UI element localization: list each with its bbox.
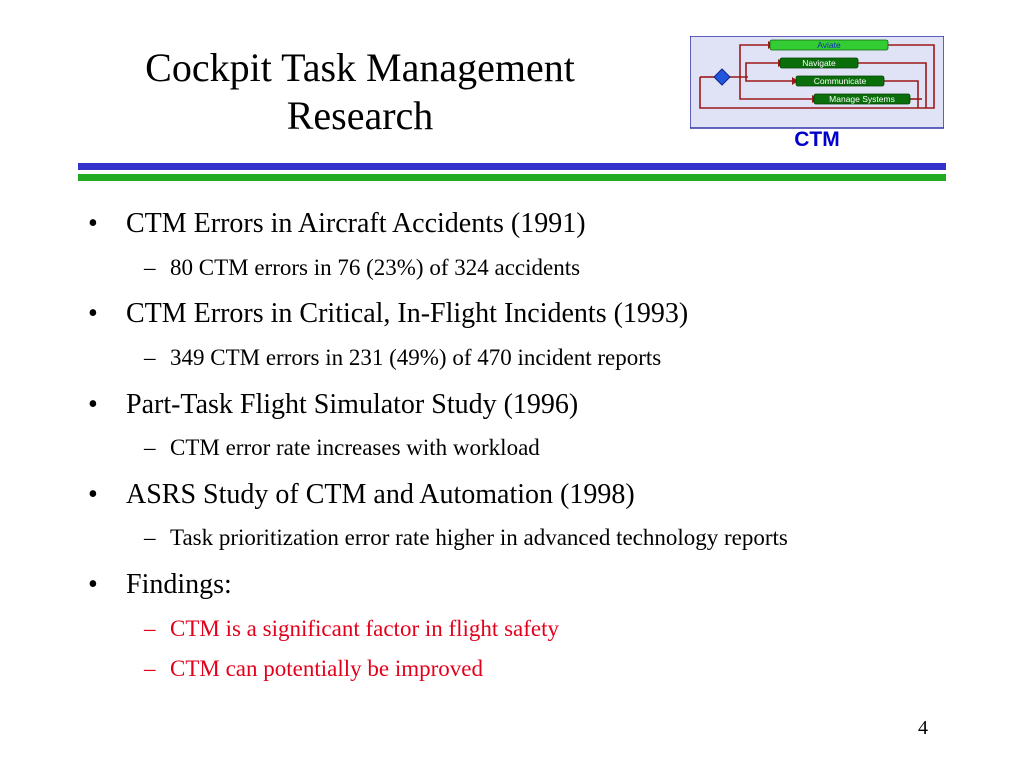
bullet-mark: •: [88, 479, 98, 510]
bullet-item: [88, 479, 635, 511]
sub-bullet-text: Task prioritization error rate higher in advanced technology reports: [170, 525, 788, 550]
slide-title-line-1: Cockpit Task Management: [145, 45, 575, 90]
logo-task-aviate: Aviate: [817, 40, 841, 50]
sub-bullet-item: [144, 434, 540, 462]
logo-task-manage-systems: Manage Systems: [829, 94, 895, 104]
title-divider-blue: [78, 163, 946, 170]
sub-bullet-text: 80 CTM errors in 76 (23%) of 324 accidents: [170, 255, 581, 280]
logo-task-navigate: Navigate: [802, 58, 836, 68]
sub-bullet-text: CTM error rate increases with workload: [170, 435, 540, 460]
bullet-mark: •: [88, 569, 98, 600]
bullet-mark: •: [88, 208, 98, 239]
sub-bullet-mark: –: [144, 255, 156, 280]
sub-bullet-mark: –: [144, 525, 156, 550]
bullet-text: ASRS Study of CTM and Automation (1998): [126, 479, 635, 510]
sub-bullet-item: [144, 254, 580, 282]
bullet-item: [88, 208, 586, 240]
sub-bullet-mark: –: [144, 345, 156, 370]
sub-bullet-text: 349 CTM errors in 231 (49%) of 470 incident reports: [170, 345, 662, 370]
sub-bullet-item: [144, 524, 788, 552]
sub-bullet-mark: –: [144, 616, 156, 641]
bullet-mark: •: [88, 298, 98, 329]
bullet-text: CTM Errors in Aircraft Accidents (1991): [126, 208, 586, 239]
sub-bullet-text: CTM is a significant factor in flight safety: [170, 616, 559, 641]
sub-bullet-text: CTM can potentially be improved: [170, 656, 483, 681]
bullet-text: Part-Task Flight Simulator Study (1996): [126, 389, 579, 420]
ctm-logo-label: CTM: [794, 128, 840, 151]
sub-bullet-item-finding: [144, 655, 483, 683]
sub-bullet-item: [144, 344, 661, 372]
bullet-mark: •: [88, 389, 98, 420]
bullet-item: [88, 569, 232, 601]
logo-task-communicate: Communicate: [813, 76, 867, 86]
slide-title: [60, 44, 660, 140]
bullet-text: Findings:: [126, 569, 232, 600]
bullet-item: [88, 298, 688, 330]
page-number: 4: [918, 717, 928, 739]
slide-title-line-2: Research: [286, 93, 434, 138]
sub-bullet-item-finding: [144, 615, 559, 643]
sub-bullet-mark: –: [144, 656, 156, 681]
bullet-item: [88, 389, 578, 421]
bullet-text: CTM Errors in Critical, In-Flight Incidents (1993): [126, 298, 689, 329]
sub-bullet-mark: –: [144, 435, 156, 460]
title-divider-green: [78, 174, 946, 181]
